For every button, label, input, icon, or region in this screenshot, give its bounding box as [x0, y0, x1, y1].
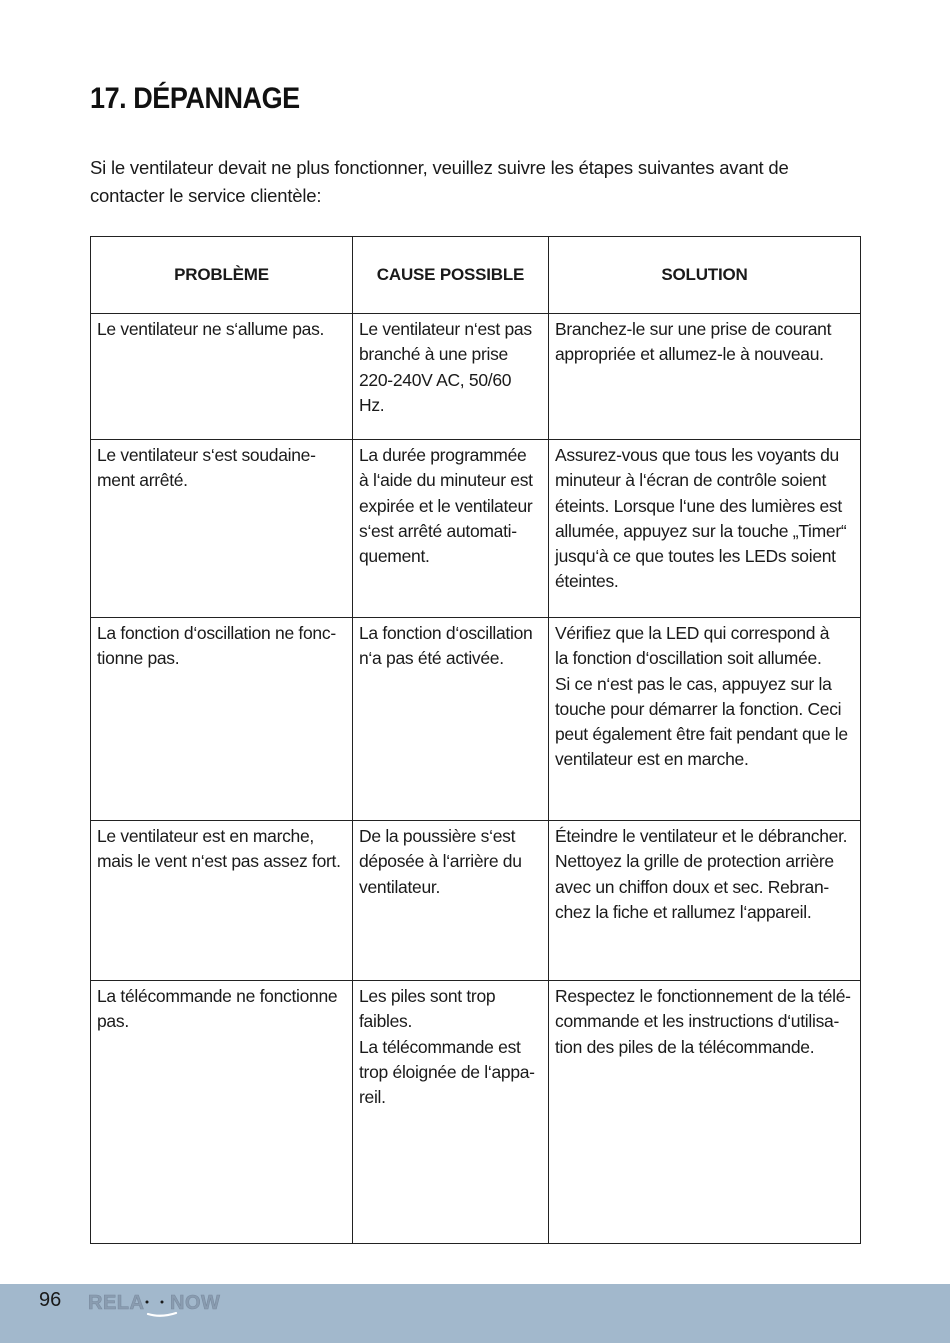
logo-dot: [146, 1301, 149, 1304]
solution-cell: [549, 440, 861, 618]
table-row: [91, 618, 861, 821]
solution-cell: [549, 618, 861, 821]
cell-line: Le ventilateur est en marche,: [97, 826, 314, 846]
cell-line: expirée et le ventilateur: [359, 495, 533, 516]
page-title: 17. DÉPANNAGE: [90, 82, 300, 115]
cell-line: peut également être fait pendant que le: [555, 724, 848, 745]
cell-line: La télécommande est: [359, 1036, 521, 1057]
cell-line: avec un chiffon doux et sec. Rebran-: [555, 876, 829, 897]
cell-line: allumée, appuyez sur la touche „Timer“: [555, 520, 847, 541]
cell-line: pas.: [97, 1011, 129, 1032]
problem-cell: [91, 821, 353, 981]
cell-line: reil.: [359, 1087, 386, 1108]
cell-line: La télécommande ne fonctionne: [97, 986, 338, 1006]
cell-line: déposée à l‘arrière du: [359, 851, 522, 872]
cell-line: ment arrêté.: [97, 470, 188, 491]
cell-line: Hz.: [359, 394, 385, 415]
cell-line: trop éloignée de l‘appa-: [359, 1061, 535, 1082]
problem-cell: [91, 981, 353, 1244]
cell-line: ventilateur.: [359, 876, 441, 897]
cell-line: minuteur à l‘écran de contrôle soient: [555, 470, 827, 491]
cell-line: Le ventilateur ne s‘allume pas.: [97, 319, 325, 339]
cell-line: la fonction d‘oscillation soit allumée.: [555, 648, 822, 669]
logo-text-left: RELA: [88, 1292, 145, 1314]
table-row: [91, 981, 861, 1244]
cell-line: De la poussière s‘est: [359, 826, 516, 846]
cell-line: faibles.: [359, 1011, 413, 1032]
cause-cell: [353, 981, 549, 1244]
cell-line: Le ventilateur n‘est pas: [359, 319, 532, 339]
cell-line: éteints. Lorsque l‘une des lumières est: [555, 495, 842, 516]
cell-line: Nettoyez la grille de protection arrière: [555, 851, 834, 872]
cause-cell: [353, 314, 549, 440]
cell-line: Branchez-le sur une prise de courant: [555, 319, 832, 339]
solution-cell: [549, 821, 861, 981]
cell-line: branché à une prise: [359, 344, 508, 365]
header-problem: PROBLÈME: [91, 237, 353, 314]
cell-line: Le ventilateur s‘est soudaine-: [97, 445, 316, 465]
cell-line: éteintes.: [555, 571, 619, 592]
cause-cell: [353, 440, 549, 618]
cell-line: s‘est arrêté automati-: [359, 520, 517, 541]
cause-cell: [353, 618, 549, 821]
solution-cell: [549, 981, 861, 1244]
cell-line: touche pour démarrer la fonction. Ceci: [555, 698, 842, 719]
problem-cell: [91, 618, 353, 821]
troubleshooting-table: [90, 236, 861, 1244]
cell-line: chez la fiche et rallumez l‘appareil.: [555, 901, 812, 922]
cell-line: tionne pas.: [97, 648, 180, 669]
cell-line: jusqu‘à ce que toutes les LEDs soient: [555, 546, 836, 567]
cell-line: commande et les instructions d‘utilisa-: [555, 1011, 839, 1032]
logo-dot: [161, 1301, 164, 1304]
table-row: [91, 440, 861, 618]
intro-paragraph: [90, 154, 850, 210]
intro-line: contacter le service clientèle:: [90, 185, 322, 206]
cell-line: Si ce n‘est pas le cas, appuyez sur la: [555, 673, 832, 694]
table-row: [91, 821, 861, 981]
cell-line: Vérifiez que la LED qui correspond à: [555, 623, 830, 643]
cell-line: Assurez-vous que tous les voyants du: [555, 445, 839, 465]
brand-logo: [88, 1287, 228, 1319]
cell-line: La durée programmée: [359, 445, 527, 465]
cell-line: à l‘aide du minuteur est: [359, 470, 533, 491]
solution-cell: [549, 314, 861, 440]
cell-line: 220-240V AC, 50/60: [359, 369, 512, 390]
cell-line: n‘a pas été activée.: [359, 648, 504, 669]
cell-line: tion des piles de la télécommande.: [555, 1036, 815, 1057]
cell-line: Respectez le fonctionnement de la télé-: [555, 986, 851, 1006]
cell-line: mais le vent n‘est pas assez fort.: [97, 851, 341, 872]
table-header-row: [91, 237, 861, 314]
page-number: 96: [39, 1289, 62, 1311]
intro-line: Si le ventilateur devait ne plus fonctionner, veuillez suivre les étapes suivantes avant de: [90, 157, 789, 178]
header-solution: SOLUTION: [549, 237, 861, 314]
cell-line: ventilateur est en marche.: [555, 749, 749, 770]
cell-line: quement.: [359, 546, 430, 567]
problem-cell: [91, 440, 353, 618]
cell-line: La fonction d‘oscillation ne fonc-: [97, 623, 336, 643]
cell-line: Éteindre le ventilateur et le débrancher.: [555, 826, 848, 846]
header-cause: CAUSE POSSIBLE: [353, 237, 549, 314]
problem-cell: [91, 314, 353, 440]
cell-line: appropriée et allumez-le à nouveau.: [555, 344, 824, 365]
cause-cell: [353, 821, 549, 981]
logo-text-right: NOW: [170, 1292, 221, 1314]
cell-line: La fonction d‘oscillation: [359, 623, 533, 643]
table-row: [91, 314, 861, 440]
cell-line: Les piles sont trop: [359, 986, 496, 1006]
